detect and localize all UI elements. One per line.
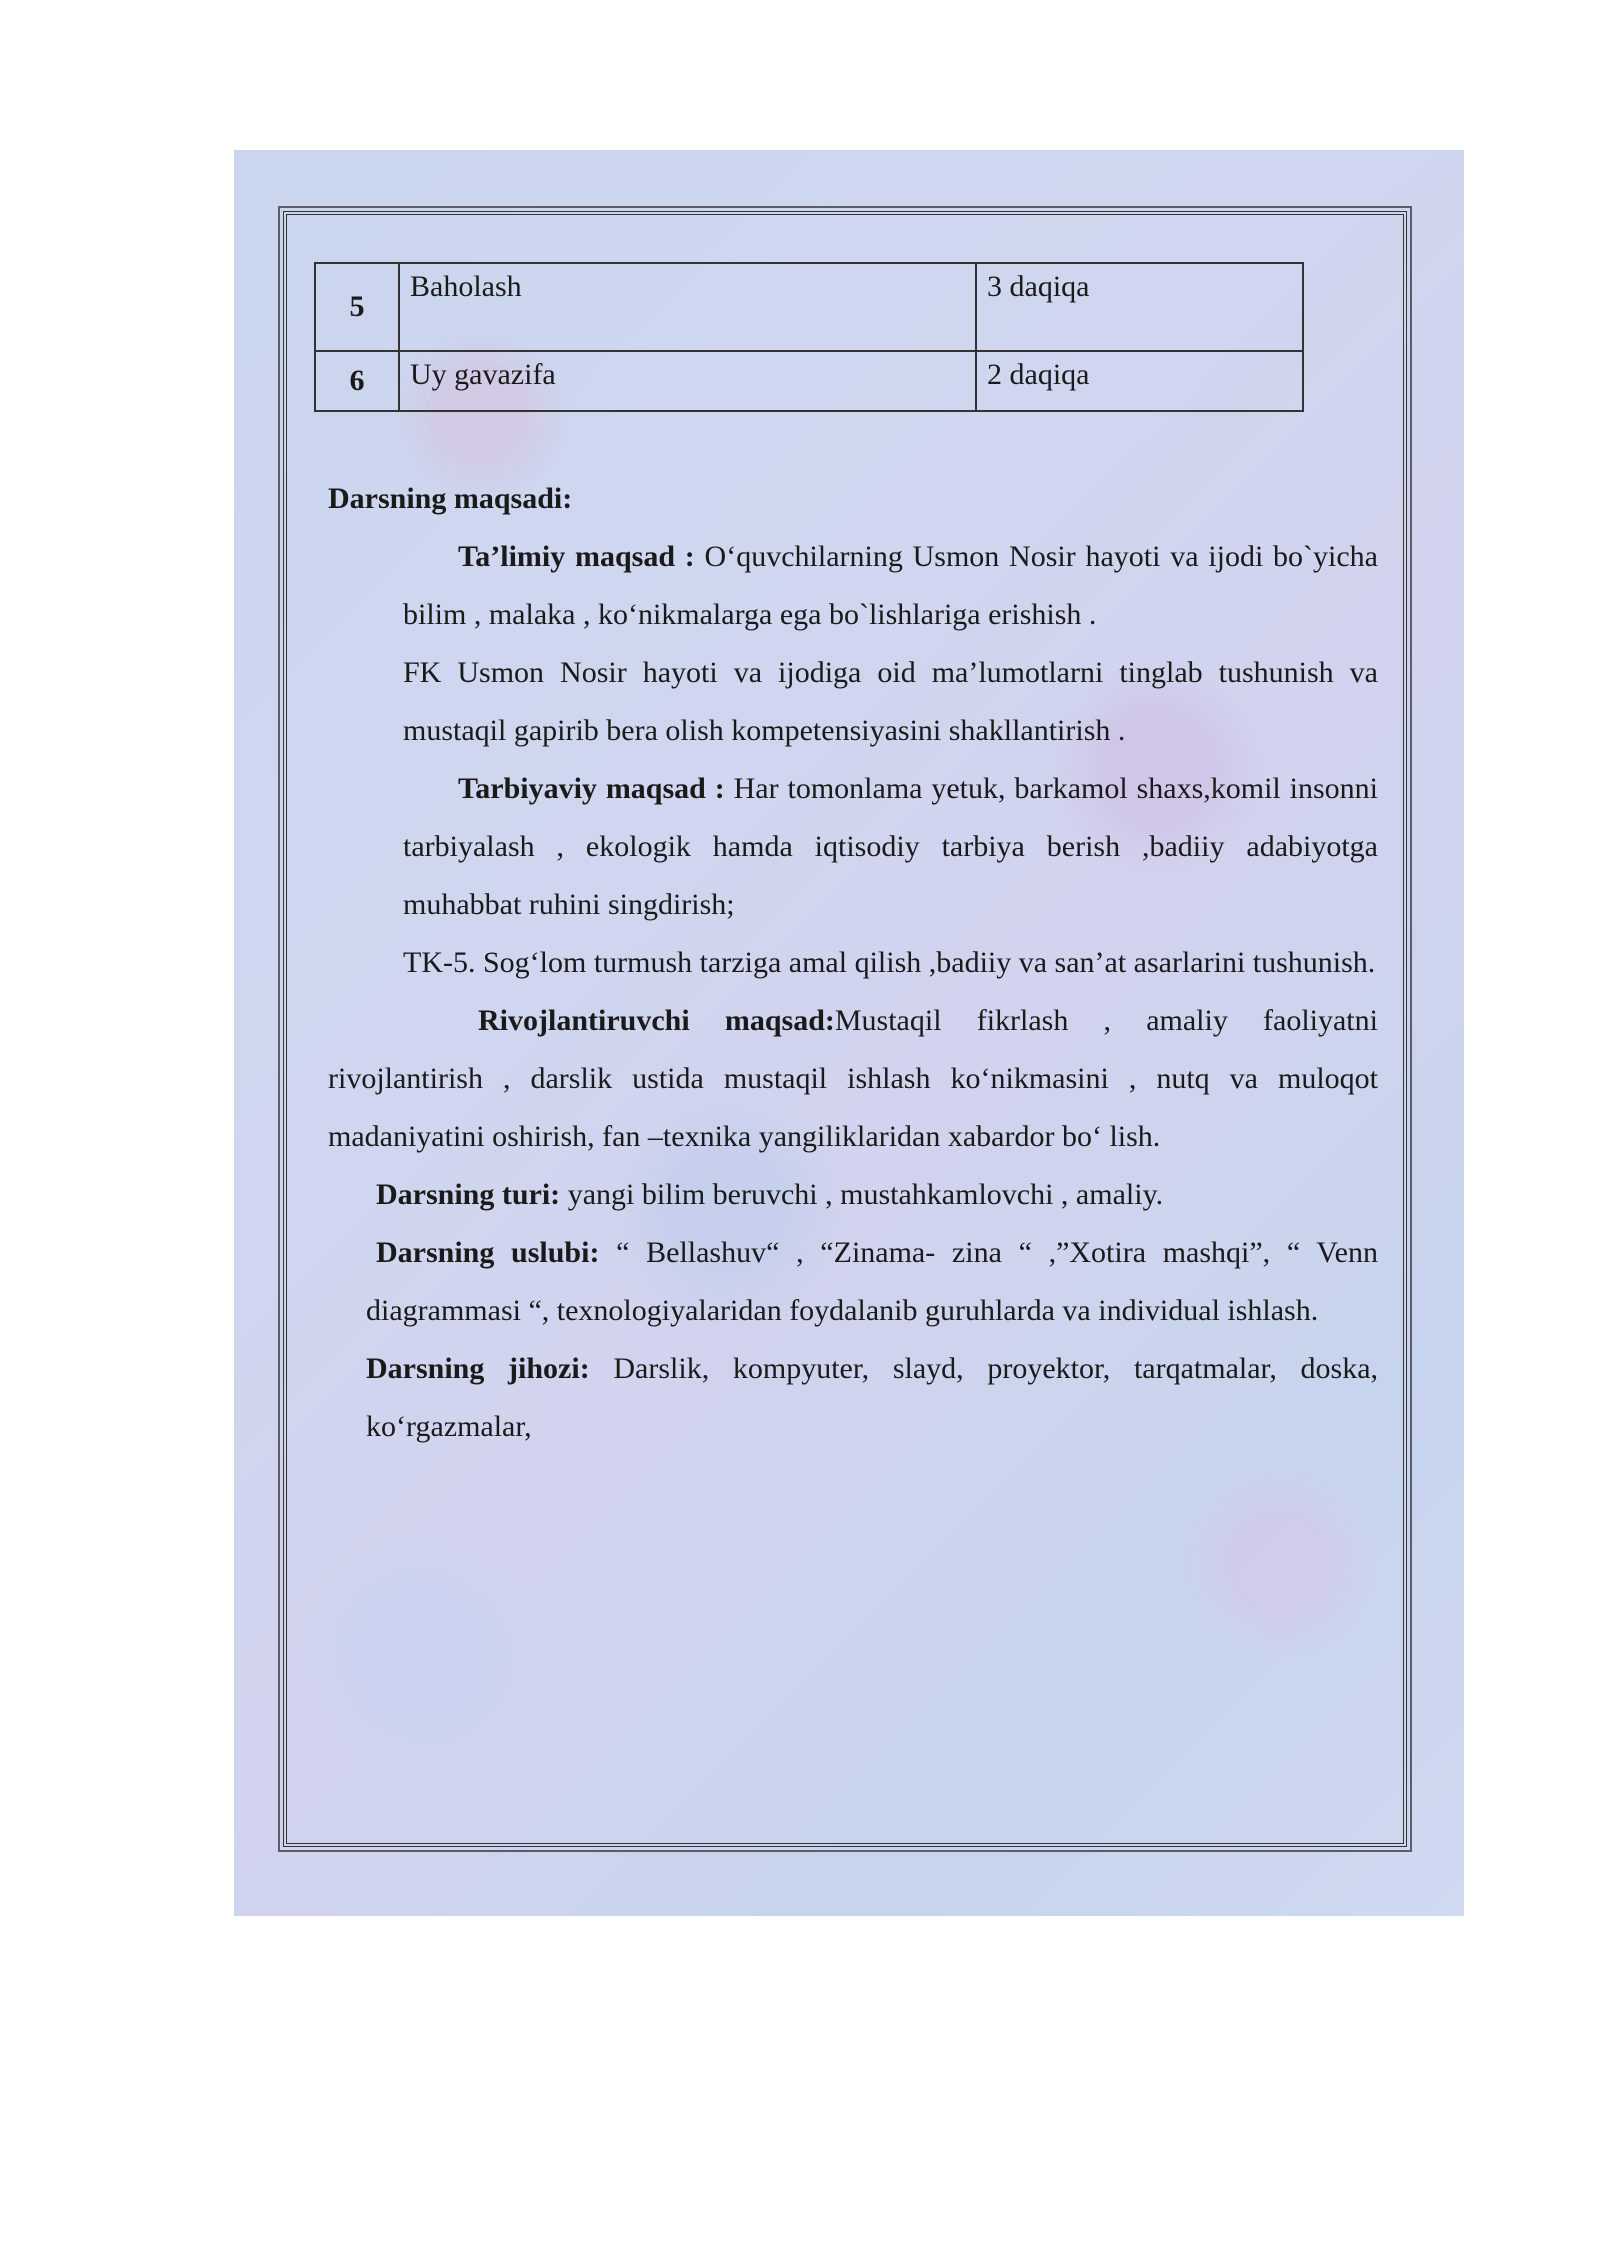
- stage-name: Uy gavazifa: [399, 351, 976, 411]
- lesson-equipment: [328, 1340, 1378, 1456]
- developmental-goal-text: Mustaqil fikrlash , amaliy faoliyatni rivojlantirish , darslik ustida mustaqil ishlash ko‘nikmasini , nutq va muloqot madaniyatini oshirish, fan –texnika yangiliklaridan xabardor bo‘ lish.: [328, 1004, 1378, 1153]
- upbringing-goal-text: Har tomonlama yetuk, barkamol shaxs,komil insonni tarbiyalash , ekologik hamda iqtisodiy tarbiya berish ,badiiy adabiyotga muhabbat ruhini singdirish;: [403, 772, 1379, 921]
- lesson-goals: [328, 470, 1378, 1456]
- lesson-method-text: “ Bellashuv“ , “Zinama- zina “ ,”Xotira mashqi”, “ Venn diagrammasi “, texnologiyalaridan foydalanib guruhlarda va individual ishlash.: [366, 1236, 1378, 1327]
- lesson-equipment-label: Darsning jihozi:: [366, 1352, 590, 1385]
- lesson-method-label: Darsning uslubi:: [376, 1236, 600, 1269]
- lesson-type-label: Darsning turi:: [376, 1178, 561, 1211]
- developmental-goal-label: Rivojlantiruvchi maqsad:: [478, 1004, 835, 1037]
- lesson-equipment-text: Darslik, kompyuter, slayd, proyektor, tarqatmalar, doska, ko‘rgazmalar,: [366, 1352, 1379, 1443]
- lesson-type-text: yangi bilim beruvchi , mustahkamlovchi , amaliy.: [560, 1178, 1164, 1211]
- document-page: [234, 150, 1464, 1916]
- educational-goal: [328, 528, 1378, 644]
- stage-name: Baholash: [399, 263, 976, 351]
- table-row: [315, 263, 1303, 351]
- tk-competency: TK-5. Sog‘lom turmush tarziga amal qilish ,badiiy va san’at asarlarini tushunish.: [403, 946, 1376, 979]
- goals-heading: Darsning maqsadi:: [328, 482, 573, 515]
- table-row: [315, 351, 1303, 411]
- educational-goal-label: Ta’limiy maqsad :: [458, 540, 695, 573]
- stage-duration: 2 daqiqa: [976, 351, 1303, 411]
- stage-number: 5: [315, 263, 399, 351]
- developmental-goal: [328, 992, 1378, 1166]
- lesson-method: [328, 1224, 1378, 1340]
- educational-goal-text: O‘quvchilarning Usmon Nosir hayoti va ijodi bo`yicha bilim , malaka , ko‘nikmalarga ega bo`lishlariga erishish .: [403, 540, 1379, 631]
- upbringing-goal-label: Tarbiyaviy maqsad :: [458, 772, 725, 805]
- stage-duration: 3 daqiqa: [976, 263, 1303, 351]
- upbringing-goal: [328, 760, 1378, 934]
- stage-number: 6: [315, 351, 399, 411]
- lesson-stages-table: [314, 262, 1304, 412]
- lesson-type: [328, 1166, 1378, 1224]
- fk-competency: FK Usmon Nosir hayoti va ijodiga oid ma’lumotlarni tinglab tushunish va mustaqil gapirib bera olish kompetensiyasini shakllantirish .: [403, 656, 1378, 747]
